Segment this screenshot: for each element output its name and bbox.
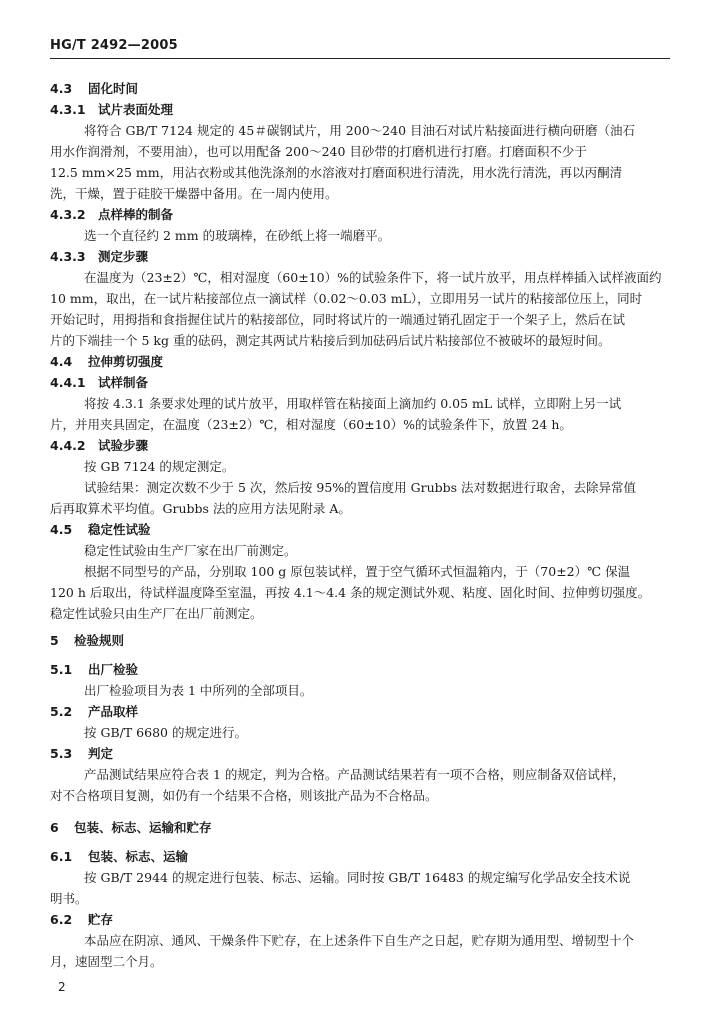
section-title: 固化时间	[88, 81, 139, 96]
section-number: 4.4	[50, 354, 73, 369]
paragraph-line: 根据不同型号的产品，分别取 100 g 原包装试样，置于空气循环式恒温箱内，于（70±2）℃ 保温	[84, 564, 631, 579]
section-number: 5.3	[50, 746, 73, 761]
section-title: 检验规则	[74, 633, 125, 648]
paragraph-line: 洗，干燥，置于硅胶干燥器中备用。在一周内使用。	[50, 186, 338, 201]
section-title: 判定	[88, 746, 114, 761]
paragraph-line: 稳定性试验只由生产厂在出厂前测定。	[50, 606, 263, 621]
section-title: 测定步骤	[98, 249, 149, 264]
paragraph-line: 按 GB 7124 的规定测定。	[84, 459, 235, 474]
subsection-heading	[50, 437, 148, 455]
section-number: 5.1	[50, 662, 73, 677]
section-title: 拉伸剪切强度	[88, 354, 164, 369]
paragraph-line: 10 mm，取出，在一试片粘接部位点一滴试样（0.02～0.03 mL），立即用另一试片的粘接部位压上，同时	[50, 291, 643, 306]
paragraph-line: 对不合格项目复测，如仍有一个结果不合格，则该批产品为不合格品。	[50, 788, 438, 803]
section-title: 试验步骤	[98, 438, 149, 453]
section-heading	[50, 703, 138, 721]
section-number: 5	[50, 633, 59, 648]
section-heading	[50, 661, 138, 679]
paragraph-line: 后再取算术平均值。Grubbs 法的应用方法见附录 A。	[50, 501, 351, 516]
paragraph-line: 在温度为（23±2）℃，相对湿度（60±10）%的试验条件下，将一试片放平，用点样棒插入试样液面约	[84, 270, 662, 285]
section-title: 试片表面处理	[98, 102, 174, 117]
standard-code-header: HG/T 2492—2005	[50, 38, 178, 53]
section-number: 6	[50, 820, 59, 835]
paragraph-line: 将按 4.3.1 条要求处理的试片放平，用取样管在粘接面上滴加约 0.05 mL 试样，立即附上另一试	[84, 396, 622, 411]
subsection-heading	[50, 248, 148, 266]
section-title: 包装、标志、运输和贮存	[74, 820, 212, 835]
section-title: 点样棒的制备	[98, 207, 174, 222]
section-number: 5.2	[50, 704, 73, 719]
chapter-heading	[50, 819, 212, 837]
paragraph-line: 按 GB/T 2944 的规定进行包装、标志、运输。同时按 GB/T 16483 的规定编写化学品安全技术说	[84, 870, 631, 885]
paragraph-line: 120 h 后取出，待试样温度降至室温，再按 4.1～4.4 条的规定测试外观、粘度、固化时间、拉伸剪切强度。	[50, 585, 651, 600]
section-title: 产品取样	[88, 704, 139, 719]
section-heading	[50, 745, 113, 763]
header-rule	[50, 58, 670, 59]
paragraph-line: 试验结果：测定次数不少于 5 次，然后按 95%的置信度用 Grubbs 法对数据进行取舍，去除异常值	[84, 480, 637, 495]
section-number: 4.3.1	[50, 102, 86, 117]
section-title: 贮存	[88, 912, 114, 927]
paragraph-line: 选一个直径约 2 mm 的玻璃棒，在砂纸上将一端磨平。	[84, 228, 391, 243]
section-heading	[50, 353, 163, 371]
section-title: 出厂检验	[88, 662, 139, 677]
paragraph-line: 稳定性试验由生产厂家在出厂前测定。	[84, 543, 297, 558]
section-number: 6.1	[50, 849, 73, 864]
section-number: 4.3.2	[50, 207, 86, 222]
paragraph-line: 12.5 mm×25 mm，用沾衣粉或其他洗涤剂的水溶液对打磨面积进行清洗，用水洗行清洗，再以丙酮清	[50, 165, 623, 180]
section-heading	[50, 521, 151, 539]
paragraph-line: 片的下端挂一个 5 kg 重的砝码，测定其两试片粘接后到加砝码后试片粘接部位不被破坏的最短时间。	[50, 333, 611, 348]
section-title: 试样制备	[98, 375, 149, 390]
section-number: 4.5	[50, 522, 73, 537]
subsection-heading	[50, 206, 173, 224]
paragraph-line: 月，速固型二个月。	[50, 954, 163, 969]
paragraph-line: 本品应在阴凉、通风、干燥条件下贮存，在上述条件下自生产之日起，贮存期为通用型、增韧型十个	[84, 933, 635, 948]
page-number: 2	[58, 980, 66, 994]
subsection-heading	[50, 374, 148, 392]
paragraph-line: 出厂检验项目为表 1 中所列的全部项目。	[84, 683, 313, 698]
paragraph-line: 开始记时，用拇指和食指握住试片的粘接部位，同时将试片的一端通过销孔固定于一个架子上，然后在试	[50, 312, 626, 327]
paragraph-line: 产品测试结果应符合表 1 的规定，判为合格。产品测试结果若有一项不合格，则应制备双倍试样，	[84, 767, 625, 782]
section-heading	[50, 80, 138, 98]
section-number: 4.4.1	[50, 375, 86, 390]
section-title: 稳定性试验	[88, 522, 151, 537]
subsection-heading	[50, 101, 173, 119]
chapter-heading	[50, 632, 124, 650]
section-number: 4.4.2	[50, 438, 86, 453]
section-number: 6.2	[50, 912, 73, 927]
paragraph-line: 明书。	[50, 891, 88, 906]
paragraph-line: 用水作润滑剂，不要用油），也可以用配备 200～240 目砂带的打磨机进行打磨。打磨面积不少于	[50, 144, 587, 159]
paragraph-line: 将符合 GB/T 7124 规定的 45＃碳钢试片，用 200～240 目油石对试片粘接面进行横向研磨（油石	[84, 123, 635, 138]
section-heading	[50, 848, 188, 866]
section-number: 4.3.3	[50, 249, 86, 264]
paragraph-line: 按 GB/T 6680 的规定进行。	[84, 725, 247, 740]
paragraph-line: 片，并用夹具固定，在温度（23±2）℃，相对湿度（60±10）%的试验条件下，放置 24 h。	[50, 417, 572, 432]
section-number: 4.3	[50, 81, 73, 96]
section-heading	[50, 911, 113, 929]
section-title: 包装、标志、运输	[88, 849, 189, 864]
